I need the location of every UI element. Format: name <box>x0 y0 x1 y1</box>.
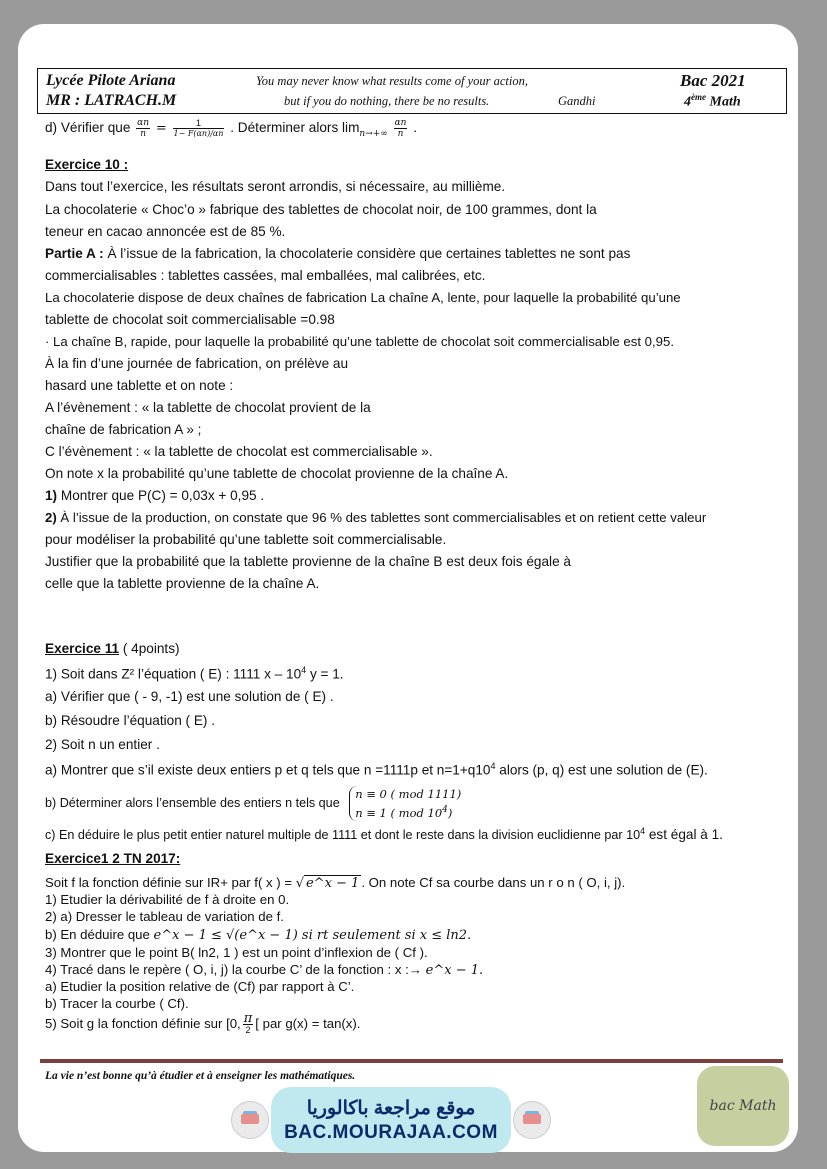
teacher-name: MR : LATRACH.M <box>46 92 177 109</box>
paragraph-line: chaîne de fabrication A » ; <box>45 422 202 437</box>
ex12-line: 5) Soit g la fonction définie sur [0, $\frac{\pi}{2}$ [ par g(x) = tan(x). <box>45 1011 361 1035</box>
bac-math-logo: bac Math <box>697 1066 789 1146</box>
ex12-line: 2) a) Dresser le tableau de variation de f. <box>45 909 284 924</box>
ex11-line: a) Montrer que s’il existe deux entiers p et q tels que n =1111p et $n=1+q10^4$ alors (p, q) est une solution de (E). <box>45 761 708 778</box>
paragraph-line: La chocolaterie dispose de deux chaînes de fabrication La chaîne A, lente, pour laquelle la probabilité qu’une <box>45 290 681 305</box>
fraction: $\frac{\alpha n}{n}$ <box>137 118 150 139</box>
site-banner[interactable] <box>271 1087 511 1153</box>
paragraph-line: hasard une tablette et on note : <box>45 378 234 393</box>
class-label: 4ème Math <box>684 92 741 110</box>
site-name-arabic: موقع مراجعة باكالوريا <box>306 1098 476 1119</box>
congruence-system: n ≡ 0 ( mod 1111) n ≡ 1 ( mod $10^4$) <box>349 786 461 821</box>
ex11-line: 1) Soit dans Z² l’équation ( E) : 1111 x – $10^4$ y = 1. <box>45 665 344 682</box>
quote-line-2: but if you do nothing, there be no results. <box>284 94 490 108</box>
ex11-line: b) Déterminer alors l’ensemble des entiers n tels que n ≡ 0 ( mod 1111) n ≡ 1 ( mod $10^4$) <box>45 787 462 820</box>
ex12-line: b) Tracer la courbe ( Cf). <box>45 996 189 1011</box>
question-1: 1) Montrer que P(C) = 0,03x + 0,95 . <box>45 488 265 503</box>
quote-line-1: You may never know what results come of your action, <box>256 74 528 88</box>
ex11-line: b) Résoudre l’équation ( E) . <box>45 713 216 728</box>
ex12-line: 4) Tracé dans le repère ( O, i, j) la courbe C’ de la fonction : x :→ e^x − 1. <box>45 962 484 978</box>
paragraph-line: À la fin d’une journée de fabrication, on prélève au <box>45 356 349 371</box>
ex12-line: 1) Etudier la dérivabilité de f à droite en 0. <box>45 892 290 907</box>
paragraph-line: Justifier que la probabilité que la tablette provienne de la chaîne B est deux fois égale à <box>45 554 571 569</box>
exercise-10-title: Exercice 10 : <box>45 157 129 172</box>
paragraph-line: C l’évènement : « la tablette de chocolat est commercialisable ». <box>45 444 433 459</box>
paragraph-line: teneur en cacao annoncée est de 85 %. <box>45 224 286 239</box>
paragraph-line: Dans tout l’exercice, les résultats seront arrondis, si nécessaire, au millième. <box>45 179 506 194</box>
paragraph-line: tablette de chocolat soit commercialisable =0.98 <box>45 312 335 327</box>
ex12-line: a) Etudier la position relative de (Cf) par rapport à C’. <box>45 979 355 994</box>
quote-author: Gandhi <box>558 94 596 108</box>
paragraph-line: A l’évènement : « la tablette de chocolat provient de la <box>45 400 371 415</box>
fraction: $\frac{\alpha n}{n}$ <box>394 118 407 139</box>
document-header <box>37 68 787 114</box>
ex12-line: 3) Montrer que le point B( ln2, 1 ) est un point d’inflexion de ( Cf ). <box>45 945 428 960</box>
site-url-link[interactable]: BAC.MOURAJAA.COM <box>284 1122 498 1143</box>
ex11-line: 2) Soit n un entier . <box>45 737 160 752</box>
paragraph-line: · La chaîne B, rapide, pour laquelle la probabilité qu’une tablette de chocolat soit commercialisable est 0,95. <box>45 334 674 349</box>
book-logo-icon <box>513 1101 551 1139</box>
paragraph-line: La chocolaterie « Choc’o » fabrique des tablettes de chocolat noir, de 100 grammes, dont la <box>45 202 597 217</box>
ex11-line: c) En déduire le plus petit entier naturel multiple de 1111 et dont le reste dans la division euclidienne par $10^4$ est égal à 1. <box>45 826 723 843</box>
ex12-line: Soit f la fonction définie sur IR+ par f( x ) = √ e^x − 1 . On note Cf sa courbe dans un r o n ( O, i, j). <box>45 875 626 891</box>
question-2: 2) À l’issue de la production, on constate que 96 % des tablettes sont commercialisables et on retient cette valeur <box>45 510 707 525</box>
school-name: Lycée Pilote Ariana <box>46 72 176 89</box>
exercise-12-title: Exercice1 2 TN 2017: <box>45 851 181 866</box>
ex11-line: a) Vérifier que ( - 9, -1) est une solution de ( E) . <box>45 689 334 704</box>
footer-divider <box>40 1059 783 1063</box>
fraction: $\frac{1}{1- F(\alpha n)/\alpha n}$ <box>173 118 224 138</box>
paragraph-line: pour modéliser la probabilité qu’une tablette soit commercialisable. <box>45 532 447 547</box>
footer-motto: La vie n’est bonne qu’à étudier et à enseigner les mathématiques. <box>45 1070 356 1082</box>
paragraph-line: celle que la tablette provienne de la chaîne A. <box>45 576 320 591</box>
paragraph-line: On note x la probabilité qu’une tablette de chocolat provienne de la chaîne A. <box>45 466 509 481</box>
ex12-line: b) En déduire que e^x − 1 ≤ √(e^x − 1) si rt seulement si x ≤ ln2. <box>45 927 472 943</box>
exercise-11-title: Exercice 11 ( 4points) <box>45 641 180 656</box>
question-d: d) Vérifier que $\frac{\alpha n}{n}$ = $\frac{1}{1- F(\alpha n)/\alpha n}$ . Déterminer alors $\lim_{n\to+\infty}$ $\frac{\alpha n}{n}$ . <box>45 118 418 139</box>
paragraph-line: commercialisables : tablettes cassées, mal emballées, mal calibrées, etc. <box>45 268 486 283</box>
book-logo-icon <box>231 1101 269 1139</box>
exam-title: Bac 2021 <box>680 71 746 90</box>
part-a-line: Partie A : À l’issue de la fabrication, la chocolaterie considère que certaines tablettes ne sont pas <box>45 246 631 261</box>
